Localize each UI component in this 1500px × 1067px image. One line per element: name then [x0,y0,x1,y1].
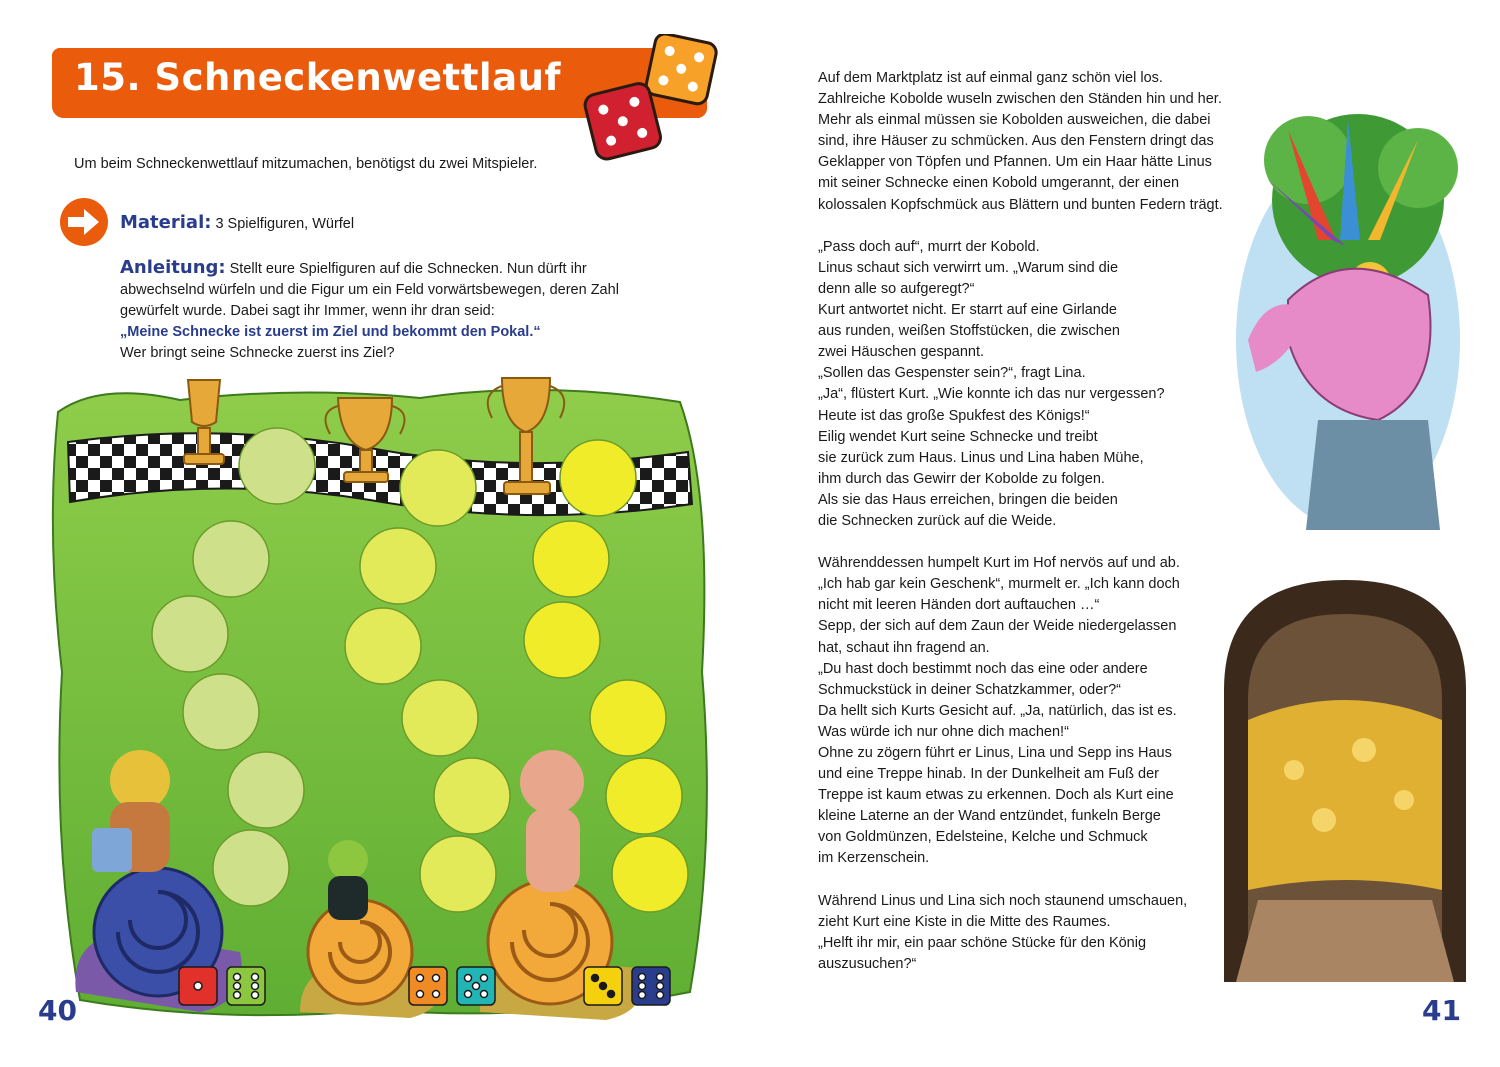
story-line: „Ich hab gar kein Geschenk“, murmelt er. „Ich kann doch [818,576,1180,593]
story-line: kolossalen Kopfschmück aus Blättern und bunten Federn trägt. [818,196,1223,213]
story-line: nicht mit leeren Händen dort auftauchen …“ [818,597,1100,614]
story-line: Was würde ich nur ohne dich machen!“ [818,723,1069,740]
instructions-question: Wer bringt seine Schnecke zuerst ins Ziel? [120,345,395,361]
kobold-illustration [1228,90,1480,530]
story-line: hat, schaut ihn fragend an. [818,639,990,656]
material-line [120,212,354,233]
story-line: Mehr als einmal müssen sie Kobolden ausweichen, die dabei [818,112,1211,129]
story-line: aus runden, weißen Stoffstücken, die zwischen [818,323,1120,340]
story-line: „Pass doch auf“, murrt der Kobold. [818,238,1040,255]
story-line: Kurt antwortet nicht. Er starrt auf eine Girlande [818,302,1117,319]
story-line: zieht Kurt eine Kiste in die Mitte des Raumes. [818,913,1111,930]
story-line: Geklapper von Töpfen und Pfannen. Um ein Haar hätte Linus [818,154,1212,171]
story-line: Eilig wendet Kurt seine Schnecke und treibt [818,428,1098,445]
story-line: von Goldmünzen, Edelsteine, Kelche und Schmuck [818,829,1148,846]
story-line: auszusuchen?“ [818,955,917,972]
story-text [818,68,1248,975]
instructions-block [120,257,620,364]
story-line: Auf dem Marktplatz ist auf einmal ganz schön viel los. [818,70,1163,86]
material-label: Material: [120,212,212,233]
story-line: Ohne zu zögern führt er Linus, Lina und Sepp ins Haus [818,745,1172,761]
story-line: Linus schaut sich verwirrt um. „Warum sind die [818,259,1119,276]
story-line: kleine Laterne an der Wand entzündet, funkeln Berge [818,808,1161,825]
page-title: 15. Schneckenwettlauf [74,56,562,99]
story-line: sind, ihre Häuser zu schmücken. Aus den Fenstern dringt das [818,133,1214,150]
instructions-text: Stellt eure Spielfiguren auf die Schnecken. Nun dürft ihr abwechselnd würfeln und die Figur um ein Feld vorwärtsbewegen, deren Zahl gewürfelt wurde. Dabei sagt ihr Immer, wenn ihr dran seid: [120,261,619,319]
arrow-right-icon [58,196,110,248]
story-line: Als sie das Haus erreichen, bringen die beiden [818,491,1118,508]
story-line: Heute ist das große Spukfest des Königs!“ [818,407,1090,424]
instructions-quote: „Meine Schnecke ist zuerst im Ziel und bekommt den Pokal.“ [120,324,541,340]
right-page [750,0,1500,1067]
story-line: Treppe ist kaum etwas zu erkennen. Doch als Kurt eine [818,787,1174,804]
story-line: „Du hast doch bestimmt noch das eine oder andere [818,660,1148,677]
dice-icon [578,34,718,164]
story-line: „Sollen das Gespenster sein?“, fragt Lina. [818,365,1086,382]
story-line: und eine Treppe hinab. In der Dunkelheit am Fuß der [818,766,1159,783]
story-line: „Ja“, flüstert Kurt. „Wie konnte ich das nur vergessen? [818,386,1165,403]
story-line: denn alle so aufgeregt?“ [818,280,975,297]
story-line: Währenddessen humpelt Kurt im Hof nervös auf und ab. [818,555,1180,572]
story-line: Da hellt sich Kurts Gesicht auf. „Ja, natürlich, das ist es. [818,702,1177,719]
treasure-illustration [1214,570,1476,982]
story-line: zwei Häuschen gespannt. [818,344,985,361]
story-line: Schmuckstück in deiner Schatzkammer, oder?“ [818,681,1122,698]
story-line: Zahlreiche Kobolde wuseln zwischen den Ständen hin und her. [818,91,1222,108]
story-line: Während Linus und Lina sich noch staunend umschauen, [818,892,1188,909]
story-line: im Kerzenschein. [818,850,930,867]
page-number-right: 41 [1422,994,1461,1027]
story-line: ihm durch das Gewirr der Kobolde zu folgen. [818,470,1105,487]
instructions-label: Anleitung: [120,257,226,278]
story-line: Sepp, der sich auf dem Zaun der Weide niedergelassen [818,618,1177,635]
dice-row [179,967,670,1005]
story-line: die Schnecken zurück auf die Weide. [818,512,1057,529]
story-line: mit seiner Schnecke einen Kobold umgerannt, der einen [818,175,1180,192]
story-line: sie zurück zum Haus. Linus und Lina haben Mühe, [818,449,1144,466]
material-text: 3 Spielfiguren, Würfel [215,216,355,232]
page-number-left: 40 [38,994,77,1027]
story-line: „Helft ihr mir, ein paar schöne Stücke für den König [818,934,1147,951]
game-board [40,372,720,1032]
intro-text: Um beim Schneckenwettlauf mitzumachen, benötigst du zwei Mitspieler. [74,156,538,172]
